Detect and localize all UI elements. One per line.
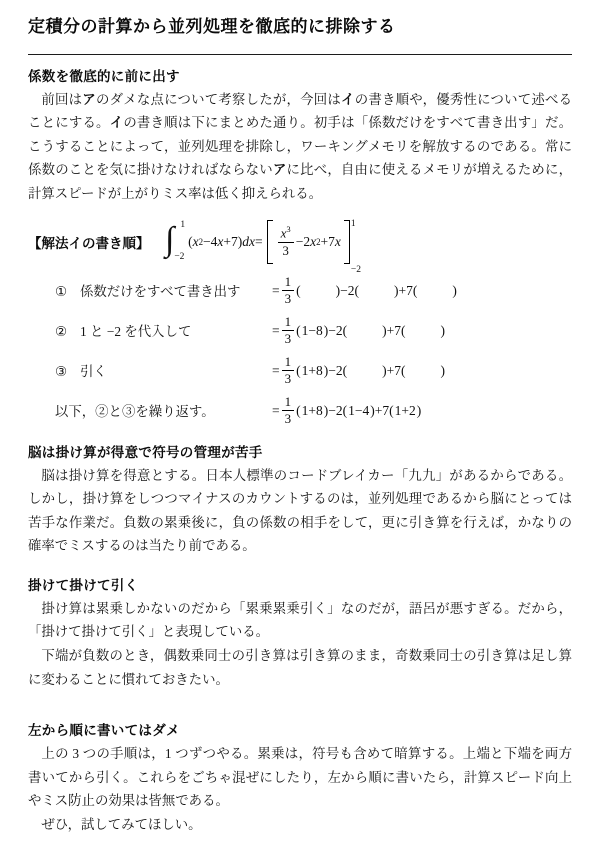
equals-sign: = (272, 362, 280, 378)
equals-sign: = (272, 322, 280, 338)
step-equation (272, 315, 445, 347)
step-description: 引く (80, 364, 107, 380)
divider (28, 54, 572, 55)
step-label (28, 281, 272, 300)
term-minus-2: −2 (328, 322, 343, 338)
fraction: $\frac{1}{3}$ (282, 315, 295, 347)
fraction (278, 225, 294, 258)
paragraph: 下端が負数のとき，偶数乗同士の引き算は引き算のまま，奇数乗同士の引き算は足し算に変わることに慣れておきたい。 (28, 648, 572, 687)
page-title: 定積分の計算から並列処理を徹底的に排除する (28, 17, 396, 36)
step-number: ③ (55, 364, 68, 380)
fraction: $\frac{1}{3}$ (282, 355, 295, 387)
bracket-lower-limit: −2 (350, 265, 362, 276)
equals-sign: = (272, 282, 280, 298)
step-description: 以下，②と③を繰り返す。 (55, 404, 215, 420)
close-paren: ) (416, 402, 422, 418)
left-bracket (267, 220, 273, 264)
solution-header (28, 215, 572, 276)
step-equation (272, 275, 457, 307)
paragraph: 掛け算は累乗しかないのだから「累乗累乗引く」なのだが，語呂が悪すぎる。だから，「掛けて掛けて引く」と表現している。 (28, 600, 572, 639)
section-order (28, 721, 572, 837)
paren-value: 1−8 (301, 322, 323, 338)
close-paren: ) (323, 362, 329, 378)
section-heading: 係数を徹底的に前に出す (28, 68, 180, 84)
term-minus-2: −2 (328, 402, 343, 418)
open-paren: ( (296, 282, 301, 298)
paren-value: 1−4 (348, 402, 370, 418)
open-paren: ( (296, 362, 301, 378)
section-coefficients (28, 67, 572, 205)
fraction-numerator: $x^3$ (278, 225, 294, 243)
open-paren: ( (354, 282, 359, 298)
section-heading: 掛けて掛けて引く (28, 577, 139, 593)
open-paren: ( (342, 362, 348, 378)
section-kakete (28, 576, 572, 692)
close-paren: ) (440, 362, 445, 378)
open-paren: ( (342, 402, 348, 418)
integral-sign: ∫ (165, 220, 175, 258)
term-minus-2: −2 (340, 282, 355, 298)
term-minus-2: −2 (328, 362, 343, 378)
paragraph: 脳は掛け算を得意とする。日本人標準のコードブレイカー「九九」があるからである。しかし，掛け算をしつつマイナスのカウントするのは，並列処理であるから脳にとっては苦手な作業だ。負数の累乗後に，負の係数の相手をして，更に引き算を行えば，かなりの確率でミスするのは当たり前である。 (28, 467, 572, 554)
open-paren: ( (342, 322, 348, 338)
bracket-limits (351, 220, 361, 276)
fraction: $\frac{1}{3}$ (282, 275, 295, 307)
open-paren: ( (296, 402, 301, 418)
step-equation (272, 355, 445, 387)
close-paren: ) (323, 322, 329, 338)
step-row (28, 391, 572, 431)
term-plus-7: +7 (386, 322, 401, 338)
open-paren: ( (401, 362, 406, 378)
fraction-denominator: 3 (282, 243, 289, 259)
term-plus-7: +7 (398, 282, 413, 298)
close-paren: ) (452, 282, 457, 298)
integral-formula (165, 214, 362, 276)
step-row (28, 311, 572, 351)
step-label (28, 321, 272, 340)
term-plus-7: +7 (386, 362, 401, 378)
step-description: 1 と −2 を代入して (80, 324, 192, 340)
open-paren: ( (389, 402, 394, 418)
step-row (28, 351, 572, 391)
equals-sign: = (272, 402, 280, 418)
step-equation (272, 395, 421, 427)
close-paren: ) (382, 322, 387, 338)
right-bracket (344, 220, 350, 264)
integrand: ( x 2 −4 x +7) dx (188, 233, 256, 249)
close-paren: ) (440, 322, 445, 338)
antiderivative-rest: −2 x 2 +7 x (295, 233, 341, 249)
open-paren: ( (401, 322, 406, 338)
fraction: $\frac{1}{3}$ (282, 395, 295, 427)
paren-value: 1+8 (301, 362, 323, 378)
close-paren: ) (323, 402, 329, 418)
open-paren: ( (296, 322, 301, 338)
integral-upper-limit: 1 (180, 219, 186, 230)
step-label (28, 401, 272, 420)
paragraph: ぜひ，試してみてほしい。 (41, 817, 202, 833)
close-paren: ) (382, 362, 387, 378)
section-multiplication (28, 443, 572, 558)
step-number: ② (55, 324, 68, 340)
equals-sign: = (255, 233, 263, 249)
solution-label: 【解法イの書き順】 (28, 235, 150, 251)
integral-lower-limit: −2 (174, 252, 185, 263)
close-paren: ) (370, 402, 375, 418)
step-row (28, 271, 572, 311)
paragraph: 上の 3 つの手順は，1 つずつやる。累乗は，符号も含めて暗算する。上端と下端を両方書いてから引く。これらをごちゃ混ぜにしたり，左から順に書いたら，計算スピード向上やミス防止の効果は皆無である。 (28, 746, 572, 809)
close-paren: ) (394, 282, 399, 298)
paren-value: 1+2 (394, 402, 416, 418)
solution-steps (28, 271, 572, 431)
step-number: ① (55, 284, 68, 300)
step-description: 係数だけをすべて書き出す (80, 284, 241, 300)
section-heading: 左から順に書いてはダメ (28, 723, 180, 739)
integral-limits (175, 221, 185, 263)
open-paren: ( (412, 282, 418, 298)
step-label (28, 361, 272, 380)
bracket-upper-limit: 1 (350, 218, 356, 229)
close-paren: ) (335, 282, 341, 298)
term-plus-7: +7 (374, 402, 390, 418)
paragraph: 前回はアのダメな点について考察したが，今回はイの書き順や，優秀性について述べることにする。イの書き順は下にまとめた通り。初手は「係数だけをすべて書き出す」だ。こうすることによって，並列処理を排除し，ワーキングメモリを解放するのである。常に係数のことを気に掛けなければならないアに比べ，自由に使えるメモリが増えるために，計算スピードが上がりミス率は低く抑えられる。 (28, 91, 573, 201)
section-heading: 脳は掛け算が得意で符号の管理が苦手 (28, 444, 263, 460)
paren-value: 1+8 (301, 402, 323, 418)
